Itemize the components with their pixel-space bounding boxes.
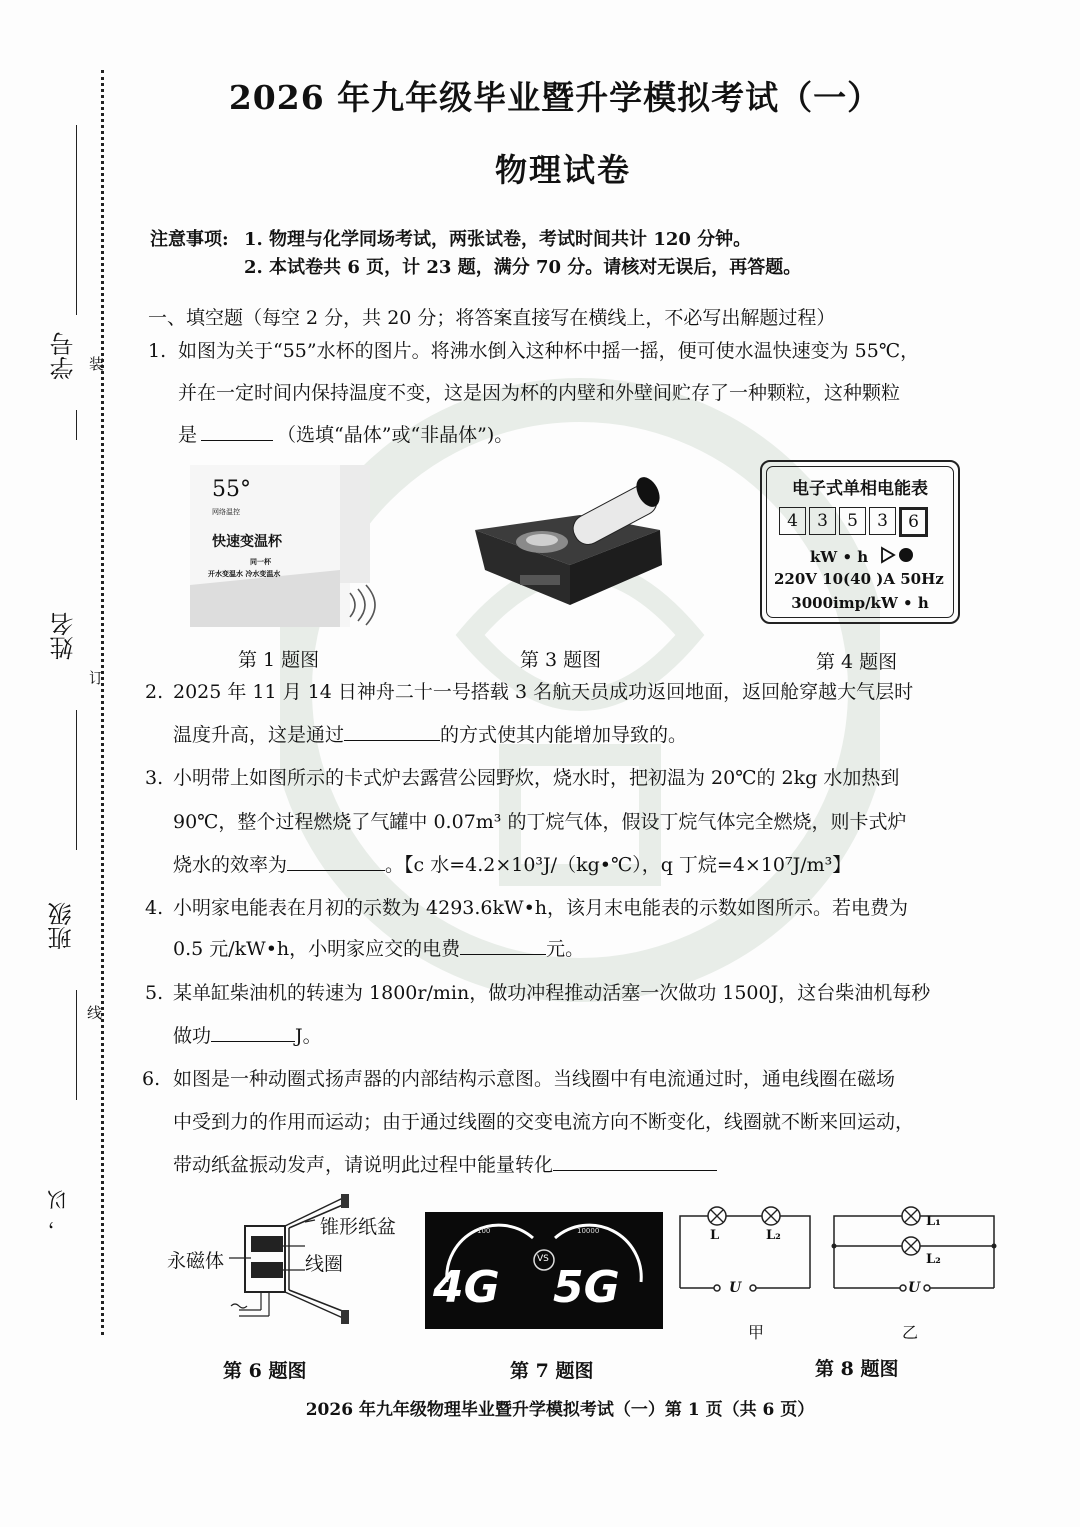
binding-zhuang-mark: 装 [87, 356, 105, 371]
q2-line-2-end: 的方式使其内能增加导致的。 [440, 724, 688, 746]
binding-line-mid [76, 710, 77, 850]
fig8-yi-U: U [908, 1280, 921, 1296]
q5-answer-blank[interactable] [211, 1040, 295, 1042]
page-footer: 2026 年九年级物理毕业暨升学模拟考试（一）第 1 页（共 6 页） [305, 1400, 815, 1420]
q3-line-1: 小明带上如图所示的卡式炉去露营公园野炊，烧水时，把初温为 20℃的 2kg 水加热到 [173, 767, 900, 789]
q5-line-1: 某单缸柴油机的转速为 1800r/min，做功冲程推动活塞一次做功 1500J，这台柴油机每秒 [173, 982, 931, 1004]
q4-number: 4. [145, 897, 164, 919]
q4-line-2-end: 元。 [546, 938, 585, 960]
fig1-caption: 第 1 题图 [238, 649, 320, 671]
q3-line-3-end: 。【c 水=4.2×10³J/（kg•℃），q 丁烷=4×10⁷J/m³】 [385, 854, 852, 876]
q3-line-2: 90℃，整个过程燃烧了气罐中 0.07m³ 的丁烷气体，假设丁烷气体完全燃烧，则卡式炉 [173, 811, 907, 833]
notes-line-1: 1. 物理与化学同场考试，两张试卷，考试时间共计 120 分钟。 [244, 229, 752, 250]
binding-xian-mark: 线 [85, 1005, 103, 1020]
fig6-coil-label: 线圈 [305, 1253, 344, 1275]
class-label: 班级 [48, 902, 76, 950]
fig3-caption: 第 3 题图 [520, 649, 602, 671]
meter-digit: 3 [869, 507, 896, 535]
fig7-gauge-10000: 10000 [577, 1227, 600, 1235]
fig1-cup-image [190, 465, 385, 627]
fig8-jia-lamp-L2: L₂ [766, 1228, 781, 1243]
section-1-heading: 一、填空题（每空 2 分，共 20 分；将答案直接写在横线上，不必写出解题过程） [148, 307, 836, 329]
fig6-magnet-label: 永磁体 [167, 1250, 225, 1272]
binding-line-low [76, 990, 77, 1100]
q4-line-2-start: 0.5 元/kW•h，小明家应交的电费 [173, 938, 461, 960]
fig8-circuit-jia [676, 1200, 816, 1340]
q5-number: 5. [145, 982, 164, 1004]
fig6-loudspeaker [165, 1192, 425, 1332]
q6-line-2: 中受到力的作用而运动；由于通过线圈的交变电流方向不断变化，线圈就不断来回运动， [173, 1111, 915, 1133]
q2-number: 2. [145, 681, 164, 703]
fig7-4g-5g-image [425, 1212, 663, 1329]
meter-digit: 4 [779, 507, 806, 535]
q6-line-3-start: 带动纸盆振动发声，请说明此过程中能量转化 [173, 1154, 554, 1176]
q4-answer-blank[interactable] [460, 953, 546, 955]
q4-line-1: 小明家电能表在月初的示数为 4293.6kW•h，该月末电能表的示数如图所示。若电费为 [173, 897, 909, 919]
meter-digit: 3 [809, 507, 836, 535]
meter-indicator-icon [880, 546, 920, 564]
q6-answer-blank[interactable] [553, 1169, 717, 1171]
q1-line-3-end: （选填“晶体”或“非晶体”)。 [277, 424, 514, 446]
fig8-jia-lamp-L: L [710, 1228, 720, 1243]
fig4-caption: 第 4 题图 [816, 651, 898, 673]
q1-answer-blank[interactable] [201, 439, 273, 441]
binding-ding-mark: 订 [87, 670, 105, 685]
notes-prefix: 注意事项: [150, 229, 229, 250]
fig8-yi-lamp-L2: L₂ [926, 1252, 941, 1267]
meter-imp: 3000imp/kW • h [791, 594, 929, 612]
fig7-caption: 第 7 题图 [510, 1360, 594, 1382]
fig8-yi-lamp-L1: L₁ [926, 1214, 941, 1229]
name-label: 姓名 [50, 612, 78, 660]
fig1-cup-55: 55° [212, 477, 251, 502]
fig3-cassette-stove [470, 470, 670, 620]
q2-line-2-start: 温度升高，这是通过 [173, 724, 345, 746]
student-id-label: 学号 [50, 332, 78, 380]
q1-line-1: 如图为关于“55”水杯的图片。将沸水倒入这种杯中摇一摇，便可使水温快速变为 55℃， [178, 340, 920, 362]
q6-number: 6. [142, 1068, 161, 1090]
fig1-cup-line2: 开水变温水 冷水变温水 [208, 569, 281, 578]
q1-line-2: 并在一定时间内保持温度不变，这是因为杯的内壁和外壁间贮存了一种颗粒，这种颗粒 [178, 382, 901, 404]
fig6-cone-label: 锥形纸盆 [320, 1216, 397, 1238]
fig4-meter [760, 460, 960, 624]
q6-line-1: 如图是一种动圈式扬声器的内部结构示意图。当线圈中有电流通过时，通电线圈在磁场 [173, 1068, 896, 1090]
exam-title: 2026 年九年级毕业暨升学模拟考试（一） [228, 78, 882, 117]
fig8-jia-U: U [729, 1280, 742, 1296]
q3-answer-blank[interactable] [287, 869, 385, 871]
q1-line-3-start: 是 [178, 424, 198, 446]
q2-line-1: 2025 年 11 月 14 日神舟二十一号搭载 3 名航天员成功返回地面，返回舱穿越大气层时 [173, 681, 914, 703]
q3-line-3 [173, 856, 851, 875]
fig8-jia-label: 甲 [748, 1323, 765, 1342]
fig1-cup-name: 快速变温杯 [212, 534, 282, 550]
binding-line-xuehao [76, 410, 77, 440]
fig8-circuit-yi [830, 1200, 1000, 1340]
meter-digits [779, 507, 928, 537]
fig7-5g: 5G [553, 1262, 620, 1313]
q2-answer-blank[interactable] [344, 739, 440, 741]
q5-line-2 [173, 1027, 322, 1046]
q5-line-2-end: J。 [295, 1025, 322, 1047]
fig1-cup-small: 网络温控 [212, 508, 240, 516]
fig7-gauge-100: 100 [477, 1227, 491, 1235]
meter-unit: kW • h [810, 548, 869, 566]
meter-digit-decimal: 6 [899, 507, 928, 537]
q3-number: 3. [145, 767, 164, 789]
q1-line-3 [178, 426, 513, 445]
binding-dotted-line [101, 70, 104, 1335]
meter-title: 电子式单相电能表 [792, 479, 928, 499]
meter-spec: 220V 10(40 )A 50Hz [774, 570, 944, 588]
q6-line-3 [173, 1156, 717, 1175]
fig6-caption: 第 6 题图 [223, 1360, 307, 1382]
fig1-cup-line: 同一杯 [250, 557, 271, 566]
fig8-caption: 第 8 题图 [815, 1358, 899, 1380]
fig7-vs: VS [537, 1254, 549, 1264]
fig8-yi-label: 乙 [902, 1323, 919, 1342]
q3-line-3-start: 烧水的效率为 [173, 854, 288, 876]
exam-subtitle: 物理试卷 [494, 151, 631, 189]
q2-line-2 [173, 726, 687, 745]
q4-line-2 [173, 940, 584, 959]
seat-label-cut: ，以 [47, 1190, 71, 1230]
q1-number: 1. [148, 340, 167, 362]
meter-digit: 5 [839, 507, 866, 535]
q5-line-2-start: 做功 [173, 1025, 212, 1047]
notes-line-2: 2. 本试卷共 6 页，计 23 题，满分 70 分。请核对无误后，再答题。 [244, 257, 802, 278]
fig7-4g: 4G [433, 1262, 500, 1313]
